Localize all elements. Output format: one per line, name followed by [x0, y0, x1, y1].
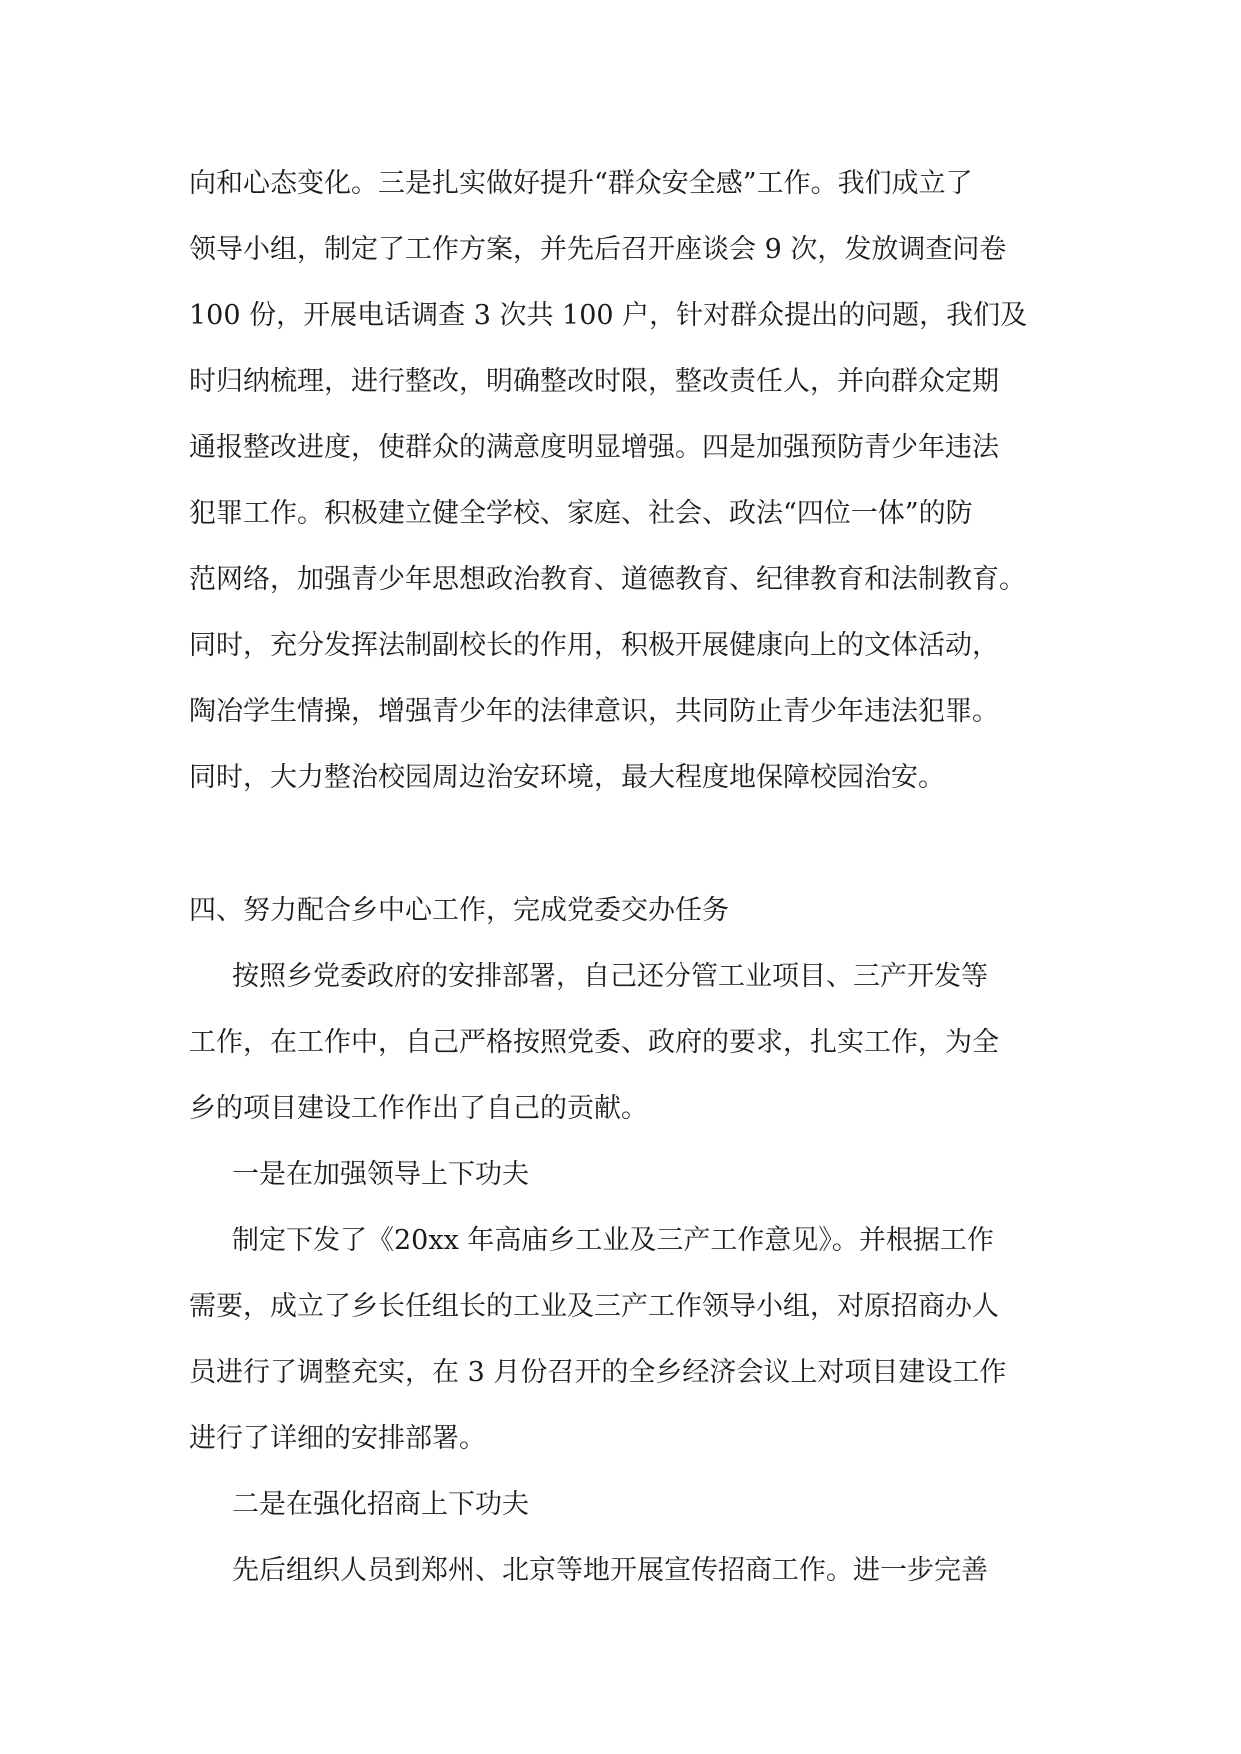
- section-heading: 四、努力配合乡中心工作，完成党委交办任务: [189, 895, 729, 926]
- paragraph2-line-2: 需要，成立了乡长任组长的工业及三产工作领导小组，对原招商办人: [189, 1291, 999, 1322]
- body-line-10: 同时，大力整治校园周边治安环境，最大程度地保障校园治安。: [189, 762, 945, 793]
- body-line-8: 同时，充分发挥法制副校长的作用，积极开展健康向上的文体活动，: [189, 630, 999, 661]
- body-line-4: 时归纳梳理，进行整改，明确整改时限，整改责任人，并向群众定期: [189, 366, 999, 397]
- paragraph-line-1: 按照乡党委政府的安排部署，自己还分管工业项目、三产开发等: [232, 961, 988, 992]
- body-line-6: 犯罪工作。积极建立健全学校、家庭、社会、政法“四位一体”的防: [189, 498, 973, 529]
- paragraph3-line-1: 先后组织人员到郑州、北京等地开展宣传招商工作。进一步完善: [232, 1555, 988, 1586]
- body-line-5: 通报整改进度，使群众的满意度明显增强。四是加强预防青少年违法: [189, 432, 999, 463]
- body-line-3: 100 份，开展电话调查 3 次共 100 户，针对群众提出的问题，我们及: [189, 300, 1028, 331]
- paragraph-line-3: 乡的项目建设工作作出了自己的贡献。: [189, 1093, 648, 1124]
- subheading-2: 二是在强化招商上下功夫: [232, 1489, 529, 1520]
- paragraph-line-2: 工作，在工作中，自己严格按照党委、政府的要求，扎实工作，为全: [189, 1027, 999, 1058]
- body-line-1: 向和心态变化。三是扎实做好提升“群众安全感”工作。我们成立了: [189, 168, 973, 199]
- paragraph2-line-1: 制定下发了《20xx 年高庙乡工业及三产工作意见》。并根据工作: [232, 1225, 994, 1256]
- paragraph2-line-3: 员进行了调整充实，在 3 月份召开的全乡经济会议上对项目建设工作: [189, 1357, 1007, 1388]
- body-line-9: 陶冶学生情操，增强青少年的法律意识，共同防止青少年违法犯罪。: [189, 696, 999, 727]
- body-line-7: 范网络，加强青少年思想政治教育、道德教育、纪律教育和法制教育。: [189, 564, 1026, 595]
- paragraph2-line-4: 进行了详细的安排部署。: [189, 1423, 486, 1454]
- body-line-2: 领导小组，制定了工作方案，并先后召开座谈会 9 次，发放调查问卷: [189, 234, 1007, 265]
- subheading-1: 一是在加强领导上下功夫: [232, 1159, 529, 1190]
